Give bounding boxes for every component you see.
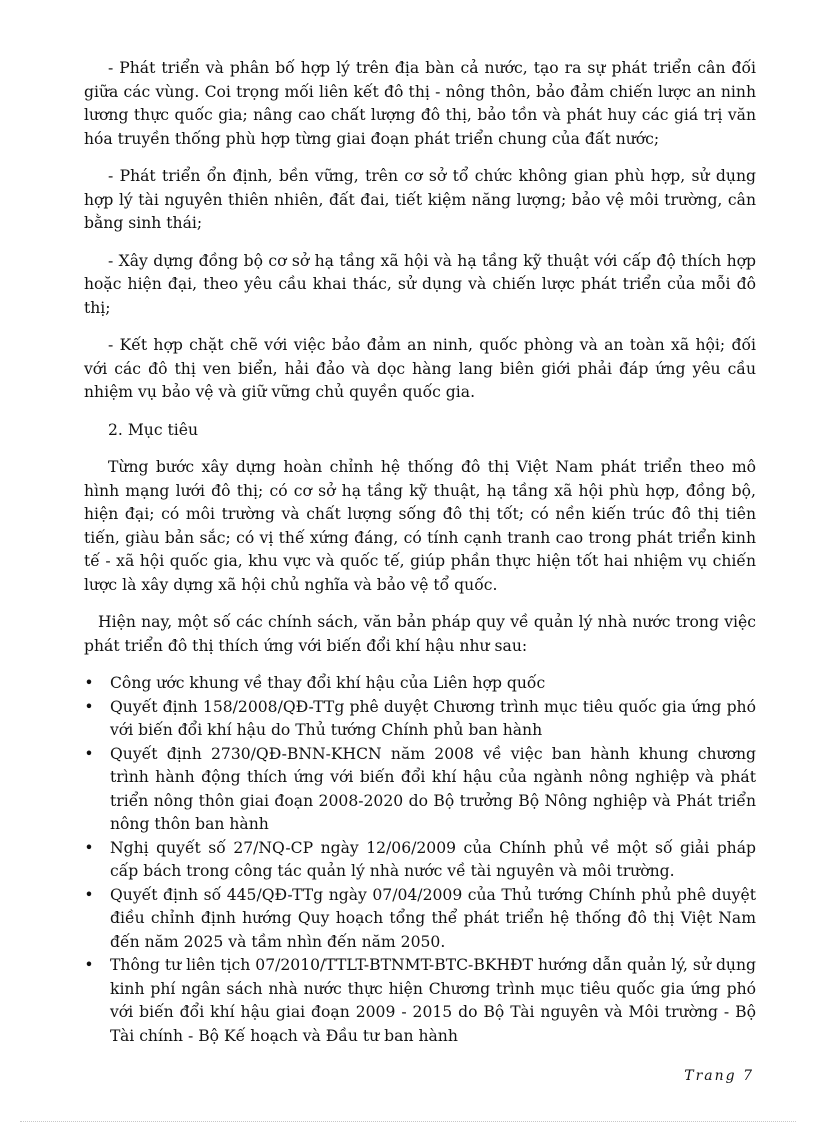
body-paragraph: - Phát triển ổn định, bền vững, trên cơ sở tổ chức không gian phù hợp, sử dụng hợp lý tài nguyên thiên nhiên, đất đai, tiết kiệm năng lượng; bảo vệ môi trường, cân bằng sinh thái; xyxy=(84,167,756,232)
objective-paragraph: Từng bước xây dựng hoàn chỉnh hệ thống đô thị Việt Nam phát triển theo mô hình mạng lưới đô thị; có cơ sở hạ tầng kỹ thuật, hạ tầng xã hội phù hợp, đồng bộ, hiện đại; có môi trường và chất lượng sống đô thị tốt; có nền kiến trúc đô thị tiên tiến, giàu bản sắc; có vị thế xứng đáng, có tính cạnh tranh cao trong phát triển kinh tế - xã hội quốc gia, khu vực và quốc tế, giúp phần thực hiện tốt hai nhiệm vụ chiến lược là xây dựng xã hội chủ nghĩa và bảo vệ tổ quốc. xyxy=(84,458,756,594)
page-bottom-divider xyxy=(20,1121,796,1122)
list-item xyxy=(84,884,756,955)
body-paragraph: - Xây dựng đồng bộ cơ sở hạ tầng xã hội và hạ tầng kỹ thuật với cấp độ thích hợp hoặc hiện đại, theo yêu cầu khai thác, sử dụng và chiến lược phát triển của mỗi đô thị; xyxy=(84,251,756,317)
body-paragraph: - Phát triển và phân bố hợp lý trên địa bàn cả nước, tạo ra sự phát triển cân đối giữa các vùng. Coi trọng mối liên kết đô thị - nông thôn, bảo đảm chiến lược an ninh lương thực quốc gia; nâng cao chất lượng đô thị, bảo tồn và phát huy các giá trị văn hóa truyền thống phù hợp từng giai đoạn phát triển chung của đất nước; xyxy=(84,59,756,148)
page-number: Trang 7 xyxy=(684,1068,754,1084)
intro-paragraph: Hiện nay, một số các chính sách, văn bản pháp quy về quản lý nhà nước trong việc phát triển đô thị thích ứng với biến đổi khí hậu như sau: xyxy=(84,613,756,655)
list-item xyxy=(84,672,756,696)
bullet-icon: • xyxy=(84,838,94,857)
bullet-icon: • xyxy=(84,744,94,763)
bullet-icon: • xyxy=(84,674,94,692)
list-item xyxy=(84,743,756,837)
list-item xyxy=(84,954,756,1048)
list-item xyxy=(84,696,756,743)
list-item-text: Quyết định 158/2008/QĐ-TTg phê duyệt Chương trình mục tiêu quốc gia ứng phó với biến đổi khí hậu do Thủ tướng Chính phủ ban hành xyxy=(110,697,756,739)
body-paragraph: - Kết hợp chặt chẽ với việc bảo đảm an ninh, quốc phòng và an toàn xã hội; đối với các đô thị ven biển, hải đảo và dọc hàng lang biên giới phải đáp ứng yêu cầu nhiệm vụ bảo vệ và giữ vững chủ quyền quốc gia. xyxy=(84,336,756,401)
list-item-text: Thông tư liên tịch 07/2010/TTLT-BTNMT-BTC-BKHĐT hướng dẫn quản lý, sử dụng kinh phí ngân sách nhà nước thực hiện Chương trình mục tiêu quốc gia ứng phó với biến đổi khí hậu giai đoạn 2009 - 2015 do Bộ Tài nguyên và Môi trường - Bộ Tài chính - Bộ Kế hoạch và Đầu tư ban hành xyxy=(110,956,756,1045)
list-item-text: Công ước khung về thay đổi khí hậu của Liên hợp quốc xyxy=(110,674,546,692)
bullet-icon: • xyxy=(84,885,94,904)
bullet-icon: • xyxy=(84,956,94,974)
list-item-text: Quyết định 2730/QĐ-BNN-KHCN năm 2008 về việc ban hành khung chương trình hành động thích ứng với biến đổi khí hậu của ngành nông nghiệp và phát triển nông thôn giai đoạn 2008-2020 do Bộ trưởng Bộ Nông nghiệp và Phát triển nông thôn ban hành xyxy=(110,744,756,833)
page-body xyxy=(84,57,756,1048)
list-item xyxy=(84,837,756,884)
list-item-text: Quyết định số 445/QĐ-TTg ngày 07/04/2009 của Thủ tướng Chính phủ phê duyệt điều chỉnh định hướng Quy hoạch tổng thể phát triển hệ thống đô thị Việt Nam đến năm 2025 và tầm nhìn đến năm 2050. xyxy=(110,885,756,951)
section-heading: 2. Mục tiêu xyxy=(108,420,199,439)
policy-list xyxy=(84,672,756,1048)
list-item-text: Nghị quyết số 27/NQ-CP ngày 12/06/2009 của Chính phủ về một số giải pháp cấp bách trong công tác quản lý nhà nước về tài nguyên và môi trường. xyxy=(110,838,756,880)
bullet-icon: • xyxy=(84,697,94,716)
